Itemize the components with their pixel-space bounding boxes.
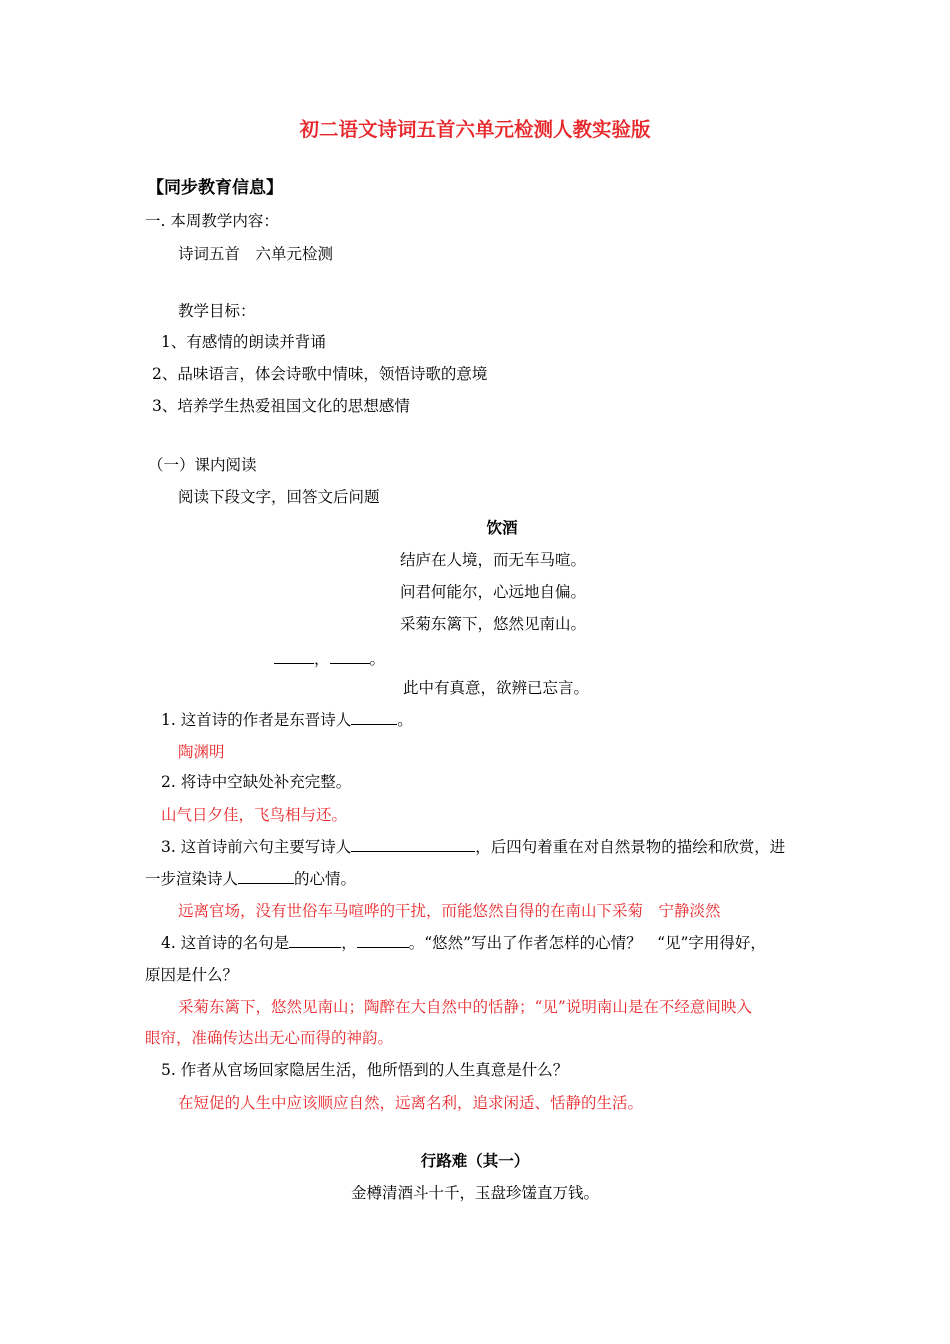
poem-line: 金樽清酒斗十千，玉盘珍馐直万钱。 <box>350 1184 599 1202</box>
poem-line: 此中有真意，欲辨已忘言。 <box>403 679 590 697</box>
goal-item: 3、培养学生热爱祖国文化的思想感情 <box>152 397 410 415</box>
question-5: 5. 作者从官场回家隐居生活，他所悟到的人生真意是什么？ <box>161 1061 569 1079</box>
reading-instruction: 阅读下段文字，回答文后问题 <box>178 488 380 506</box>
question-2: 2. 将诗中空缺处补充完整。 <box>161 773 352 791</box>
answer-blank <box>351 709 397 725</box>
punctuation: 。 <box>397 711 413 729</box>
content-line: 诗词五首 六单元检测 <box>178 245 334 263</box>
answer-2: 山气日夕佳，飞鸟相与还。 <box>161 806 348 824</box>
punctuation: ， <box>341 934 357 952</box>
punctuation: 。 <box>369 650 386 668</box>
poem-line: 结庐在人境，而无车马喧。 <box>400 551 587 569</box>
reading-heading: （一）课内阅读 <box>148 456 257 474</box>
question-3 <box>161 836 785 857</box>
question-text: 3. 这首诗前六句主要写诗人 <box>161 838 352 856</box>
question-text: 一步渲染诗人 <box>145 870 239 888</box>
question-text: 4. 这首诗的名句是 <box>161 934 290 952</box>
poem-title: 行路难（其一） <box>420 1151 530 1170</box>
content-heading: 一. 本周教学内容： <box>145 212 279 230</box>
goal-item: 1、有感情的朗读并背诵 <box>161 333 326 351</box>
answer-blank <box>289 932 341 948</box>
goals-heading: 教学目标： <box>178 302 256 320</box>
answer-blank <box>238 868 294 884</box>
answer-5: 在短促的人生中应该顺应自然，远离名利，追求闲适、恬静的生活。 <box>178 1094 644 1112</box>
document-title: 初二语文诗词五首六单元检测人教实验版 <box>299 118 651 141</box>
answer-blank <box>357 932 409 948</box>
answer-3: 远离官场，没有世俗车马喧哗的干扰，而能悠然自得的在南山下采菊 宁静淡然 <box>178 902 721 920</box>
question-text: 的心情。 <box>294 870 357 888</box>
punctuation: ， <box>314 650 330 668</box>
poem-line: 采菊东篱下，悠然见南山。 <box>400 615 587 633</box>
question-4-continued: 原因是什么？ <box>145 966 239 984</box>
question-1 <box>161 709 413 730</box>
poem-blank-line <box>274 648 385 669</box>
question-text: 1. 这首诗的作者是东晋诗人 <box>161 711 352 729</box>
answer-blank <box>274 648 314 664</box>
poem-title: 饮酒 <box>486 518 518 537</box>
answer-blank <box>351 836 475 852</box>
answer-1: 陶渊明 <box>178 743 225 761</box>
question-text: ，后四句着重在对自然景物的描绘和欣赏，进 <box>475 838 786 856</box>
question-text: 。“悠然”写出了作者怎样的心情？ “见”字用得好， <box>408 934 766 952</box>
question-3-continued <box>145 868 356 889</box>
answer-blank <box>330 648 370 664</box>
poem-line: 问君何能尔，心远地自偏。 <box>400 583 587 601</box>
answer-4-continued: 眼帘，准确传达出无心而得的神韵。 <box>145 1029 394 1047</box>
goal-item: 2、品味语言，体会诗歌中情味，领悟诗歌的意境 <box>152 365 488 383</box>
answer-4: 采菊东篱下，悠然见南山；陶醉在大自然中的恬静；“见”说明南山是在不经意间映入 <box>178 998 752 1016</box>
question-4 <box>161 932 766 953</box>
section-header: 【同步教育信息】 <box>147 178 283 198</box>
